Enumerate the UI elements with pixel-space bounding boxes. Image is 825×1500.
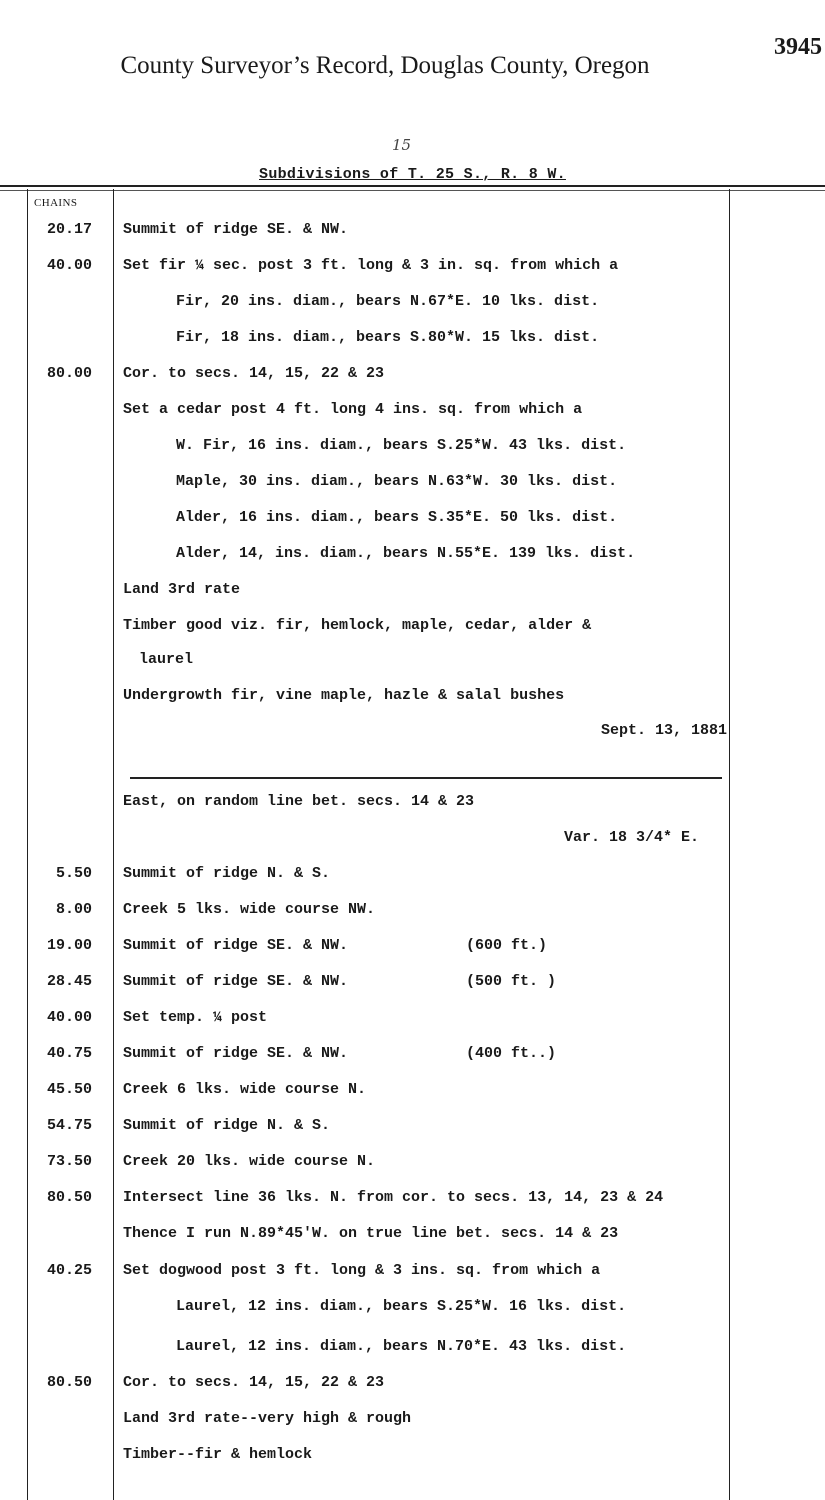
chain-distance: 20.17 — [46, 221, 92, 238]
table-row — [0, 722, 825, 752]
table-row — [0, 473, 825, 503]
survey-note: Laurel, 12 ins. diam., bears S.25*W. 16 lks. dist. — [176, 1298, 627, 1315]
chain-distance: 40.00 — [46, 257, 92, 274]
table-row — [0, 365, 825, 395]
table-row — [0, 1009, 825, 1039]
chain-distance: 73.50 — [46, 1153, 92, 1170]
chain-distance: 40.75 — [46, 1045, 92, 1062]
table-row — [0, 1338, 825, 1368]
chain-distance: 80.00 — [46, 365, 92, 382]
chains-column-header: CHAINS — [34, 197, 78, 209]
survey-note: Summit of ridge SE. & NW. — [123, 1045, 349, 1062]
table-row — [0, 1153, 825, 1183]
survey-note: Undergrowth fir, vine maple, hazle & salal bushes — [123, 687, 565, 704]
record-title: County Surveyor’s Record, Douglas County, Oregon — [120, 52, 650, 79]
table-row — [0, 401, 825, 431]
chain-distance: 40.00 — [46, 1009, 92, 1026]
survey-note: Creek 20 lks. wide course N. — [123, 1153, 376, 1170]
chain-distance: 54.75 — [46, 1117, 92, 1134]
survey-note: Summit of ridge N. & S. — [123, 1117, 331, 1134]
chain-distance: 40.25 — [46, 1262, 92, 1279]
chain-distance: 19.00 — [46, 937, 92, 954]
table-row — [0, 1189, 825, 1219]
chain-distance: 80.50 — [46, 1189, 92, 1206]
table-row — [0, 293, 825, 323]
table-row — [0, 687, 825, 717]
table-row — [0, 1081, 825, 1111]
chain-distance: 5.50 — [55, 865, 92, 882]
table-row — [0, 901, 825, 931]
survey-note: Set temp. ¼ post — [123, 1009, 268, 1026]
page-number: 3945 — [774, 34, 822, 60]
survey-note: Fir, 20 ins. diam., bears N.67*E. 10 lks. dist. — [176, 293, 600, 310]
survey-note: Set dogwood post 3 ft. long & 3 ins. sq. from which a — [123, 1262, 601, 1279]
chain-distance: 28.45 — [46, 973, 92, 990]
table-row — [0, 545, 825, 575]
chain-distance: 80.50 — [46, 1374, 92, 1391]
survey-note: W. Fir, 16 ins. diam., bears S.25*W. 43 lks. dist. — [176, 437, 627, 454]
survey-note: Land 3rd rate--very high & rough — [123, 1410, 412, 1427]
survey-note: Sept. 13, 1881 — [600, 722, 727, 739]
handwritten-mark: 15 — [392, 136, 412, 154]
table-row — [0, 865, 825, 895]
table-row — [0, 1045, 825, 1075]
survey-note: Alder, 16 ins. diam., bears S.35*E. 50 lks. dist. — [176, 509, 618, 526]
table-row — [0, 581, 825, 611]
table-row — [0, 1410, 825, 1440]
table-row — [0, 1117, 825, 1147]
table-row — [0, 829, 825, 859]
table-row — [0, 1225, 825, 1255]
survey-note: Var. 18 3/4* E. — [563, 829, 699, 846]
table-row — [0, 437, 825, 467]
elevation-note: (400 ft..) — [466, 1045, 557, 1062]
table-row — [0, 1374, 825, 1404]
survey-note: Laurel, 12 ins. diam., bears N.70*E. 43 lks. dist. — [176, 1338, 627, 1355]
survey-note: Alder, 14, ins. diam., bears N.55*E. 139 lks. dist. — [176, 545, 636, 562]
table-row — [0, 1298, 825, 1328]
table-row — [0, 509, 825, 539]
table-row — [0, 329, 825, 359]
survey-note: Timber--fir & hemlock — [123, 1446, 313, 1463]
chain-distance: 8.00 — [55, 901, 92, 918]
section-title: Subdivisions of T. 25 S., R. 8 W. — [259, 166, 566, 183]
survey-note: Land 3rd rate — [123, 581, 241, 598]
survey-note: Intersect line 36 lks. N. from cor. to secs. 13, 14, 23 & 24 — [123, 1189, 664, 1206]
survey-note: Summit of ridge SE. & NW. — [123, 973, 349, 990]
survey-note: Summit of ridge SE. & NW. — [123, 937, 349, 954]
table-row — [0, 651, 825, 681]
table-row — [0, 221, 825, 251]
survey-note: Cor. to secs. 14, 15, 22 & 23 — [123, 365, 385, 382]
survey-note: East, on random line bet. secs. 14 & 23 — [123, 793, 475, 810]
table-row — [0, 617, 825, 647]
survey-note: Summit of ridge SE. & NW. — [123, 221, 349, 238]
survey-note: Cor. to secs. 14, 15, 22 & 23 — [123, 1374, 385, 1391]
survey-note: Set a cedar post 4 ft. long 4 ins. sq. from which a — [123, 401, 583, 418]
survey-note: Timber good viz. fir, hemlock, maple, cedar, alder & — [123, 617, 592, 634]
entry-separator-rule — [130, 777, 722, 779]
table-row — [0, 973, 825, 1003]
table-row — [0, 1262, 825, 1292]
survey-note: Creek 5 lks. wide course NW. — [123, 901, 376, 918]
survey-note: Summit of ridge N. & S. — [123, 865, 331, 882]
chain-distance: 45.50 — [46, 1081, 92, 1098]
survey-note: laurel — [139, 651, 194, 668]
header-rule — [0, 185, 825, 191]
table-row — [0, 937, 825, 967]
survey-note: Maple, 30 ins. diam., bears N.63*W. 30 lks. dist. — [176, 473, 618, 490]
survey-note: Creek 6 lks. wide course N. — [123, 1081, 367, 1098]
table-row — [0, 1446, 825, 1476]
elevation-note: (600 ft.) — [466, 937, 548, 954]
table-row — [0, 793, 825, 823]
survey-note: Fir, 18 ins. diam., bears S.80*W. 15 lks. dist. — [176, 329, 600, 346]
survey-note: Set fir ¼ sec. post 3 ft. long & 3 in. sq. from which a — [123, 257, 619, 274]
elevation-note: (500 ft. ) — [466, 973, 557, 990]
survey-note: Thence I run N.89*45'W. on true line bet. secs. 14 & 23 — [123, 1225, 619, 1242]
table-row — [0, 257, 825, 287]
